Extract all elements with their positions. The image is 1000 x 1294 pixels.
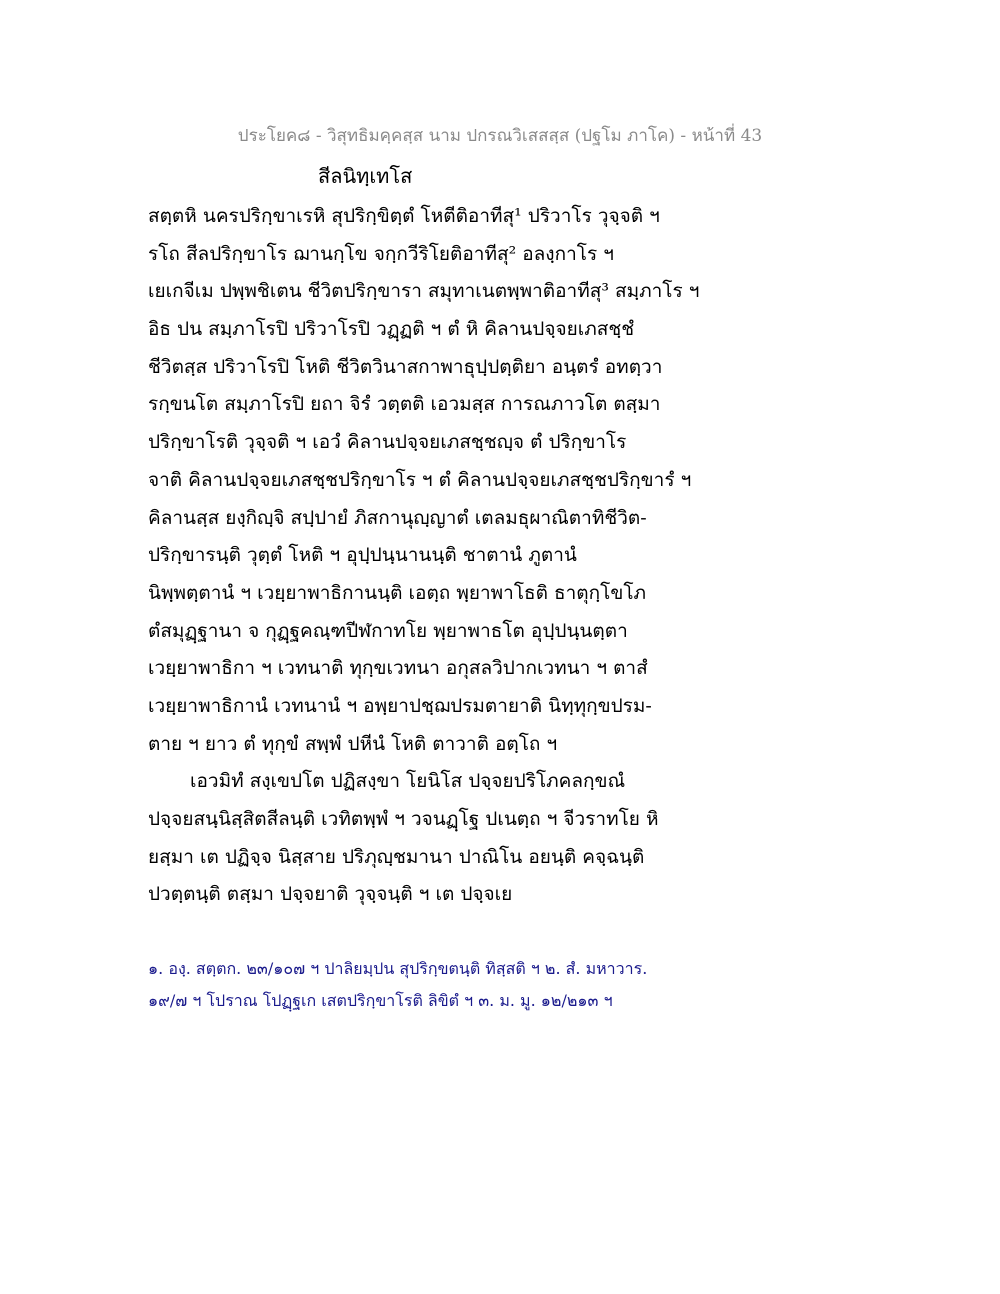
section-title: สีลนิทฺเทโส <box>318 164 413 188</box>
text-line: คิลานสฺส ยงฺกิญฺจิ สปฺปายํ ภิสกานุญฺญาตํ เตลมธุผาณิตาทิชีวิต- <box>148 506 647 529</box>
text-line: รกฺขนโต สมฺภาโรปิ ยถา จิรํ วตฺตติ เอวมสฺส การณภาวโต ตสฺมา <box>148 393 661 416</box>
text-line: เวยฺยาพาธิกา ฯ เวทนาติ ทุกฺขเวทนา อกุสลวิปากเวทนา ฯ ตาสํ <box>148 657 648 680</box>
paragraph-start-line: เอวมิทํ สงฺเขปโต ปฏิสงฺขา โยนิโส ปจฺจยปริโภคลกฺขณํ <box>190 770 626 793</box>
text-line: ปริกฺขารนฺติ วุตฺตํ โหติ ฯ อุปฺปนฺนานนฺติ ชาตานํ ภูตานํ <box>148 544 577 567</box>
text-line: สตฺตหิ นครปริกฺขาเรหิ สุปริกฺขิตฺตํ โหตีติอาทีสุ¹ ปริวาโร วุจฺจติ ฯ <box>148 205 660 227</box>
text-line: ตาย ฯ ยาว ตํ ทุกฺขํ สพฺพํ ปหีนํ โหติ ตาวาติ อตฺโถ ฯ <box>148 732 558 755</box>
text-line: ตํสมุฏฺฐานา จ กุฏฺฐคณฺฑปีฬกาทโย พฺยาพาธโต อุปฺปนฺนตฺตา <box>148 619 628 642</box>
running-header: ประโยค๘ - วิสุทธิมคฺคสฺส นาม ปกรณวิเสสสฺส (ปฐโม ภาโค) - หน้าที่ 43 <box>237 126 763 146</box>
footnote-line: ๑๙/๗ ฯ โปราณ โปฏฺฐเก เสตปริกฺขาโรติ ลิขิตํ ฯ ๓. ม. มู. ๑๒/๒๑๓ ฯ <box>148 991 613 1010</box>
text-line: นิพฺพตฺตานํ ฯ เวยฺยาพาธิกานนฺติ เอตฺถ พฺยาพาโธติ ธาตุกฺโขโภ <box>148 581 647 604</box>
text-line: รโถ สีลปริกฺขาโร ฌานกฺโข จกฺกวีริโยติอาทีสุ² อลงฺกาโร ฯ <box>148 242 614 265</box>
text-line: ปจฺจยสนฺนิสฺสิตสีลนฺติ เวทิตพฺพํ ฯ วจนฏฺโฐ ปเนตฺถ ฯ จีวราทโย หิ <box>148 808 659 830</box>
footnotes <box>148 953 868 1017</box>
body-text <box>148 198 868 914</box>
text-line: ปวตฺตนฺติ ตสฺมา ปจฺจยาติ วุจฺจนฺติ ฯ เต ปจฺจเย <box>148 883 513 906</box>
text-line: ยสฺมา เต ปฏิจฺจ นิสฺสาย ปริภุญฺชมานา ปาณิโน อยนฺติ คจฺฉนฺติ <box>148 845 645 868</box>
text-line: จาติ คิลานปจฺจยเภสชฺชปริกฺขาโร ฯ ตํ คิลานปจฺจยเภสชฺชปริกฺขารํ ฯ <box>148 468 692 491</box>
footnote-line: ๑. องฺ. สตฺตก. ๒๓/๑๐๗ ฯ ปาลิยมฺปน สุปริกฺขตนฺติ ทิสฺสติ ฯ ๒. สํ. มหาวาร. <box>148 959 648 978</box>
text-line: ปริกฺขาโรติ วุจฺจติ ฯ เอวํ คิลานปจฺจยเภสชฺชญฺจ ตํ ปริกฺขาโร <box>148 431 627 454</box>
text-line: เวยฺยาพาธิกานํ เวทนานํ ฯ อพฺยาปชฺฌปรมตายาติ นิทฺทุกฺขปรม- <box>148 694 652 717</box>
text-line: ชีวิตสฺส ปริวาโรปิ โหติ ชีวิตวินาสกาพาธุปฺปตฺติยา อนฺตรํ อทตฺวา <box>148 355 663 378</box>
text-line: เยเกจีเม ปพฺพชิเตน ชีวิตปริกฺขารา สมุทาเนตพฺพาติอาทีสุ³ สมฺภาโร ฯ <box>148 280 700 303</box>
text-line: อิธ ปน สมฺภาโรปิ ปริวาโรปิ วฏฺฏติ ฯ ตํ หิ คิลานปจฺจยเภสชฺชํ <box>148 318 635 341</box>
